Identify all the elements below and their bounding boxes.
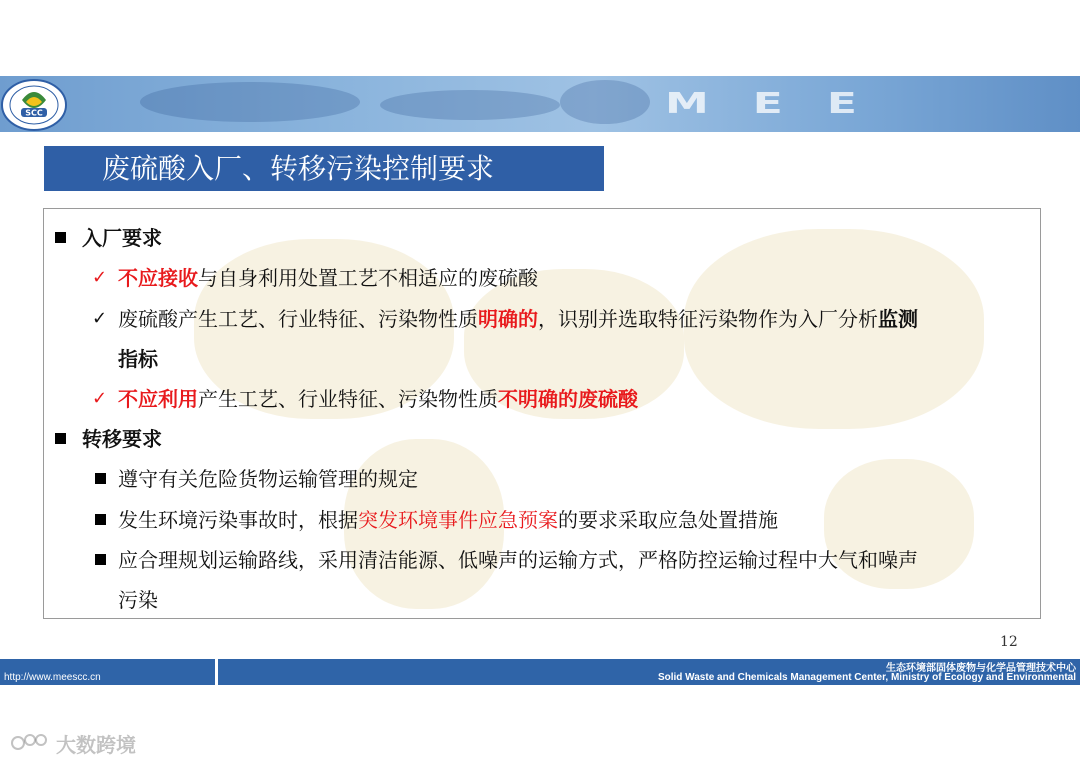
square-bullet-icon [55,232,66,243]
banner-mee-mark: M E E [665,87,887,121]
check-icon: ✓ [92,388,108,409]
section-heading-entry: 入厂要求 [44,218,1040,258]
check-icon: ✓ [92,267,108,288]
list-item: ✓ 废硫酸产生工艺、行业特征、污染物性质明确的，识别并选取特征污染物作为入厂分析监测 [44,299,1040,339]
list-item-continuation: 污染 [118,588,158,612]
square-bullet-icon [95,514,106,525]
content-box [43,208,1041,619]
header-banner [0,76,1080,132]
logo-text: SCC [25,108,43,118]
list-item: ✓ 不应利用产生工艺、行业特征、污染物性质不明确的废硫酸 [44,379,1040,419]
square-bullet-icon [95,554,106,565]
section-heading-transfer: 转移要求 [44,419,1040,459]
watermark: 大数跨境 [10,728,136,758]
scc-logo [0,78,72,132]
square-bullet-icon [95,473,106,484]
list-item: 发生环境污染事故时，根据突发环境事件应急预案的要求采取应急处置措施 [44,500,1040,540]
watermark-logo-icon [10,731,50,755]
footer-org-cn: 生态环境部固体废物与化学品管理技术中心 [886,663,1076,674]
list-item: 遵守有关危险货物运输管理的规定 [44,459,1040,499]
list-item: 应合理规划运输路线，采用清洁能源、低噪声的运输方式，严格防控运输过程中大气和噪声 [44,540,1040,580]
square-bullet-icon [55,433,66,444]
check-icon: ✓ [92,308,108,329]
page-number: 12 [1000,634,1018,650]
footer-url-link[interactable]: http://www.meescc.cn [4,672,101,683]
slide-title: 废硫酸入厂、转移污染控制要求 [44,146,604,191]
list-item: ✓ 不应接收与自身利用处置工艺不相适应的废硫酸 [44,258,1040,298]
list-item-continuation: 指标 [118,347,158,371]
footer-org-en: Solid Waste and Chemicals Management Center, Ministry of Ecology and Environmental [657,672,1076,683]
